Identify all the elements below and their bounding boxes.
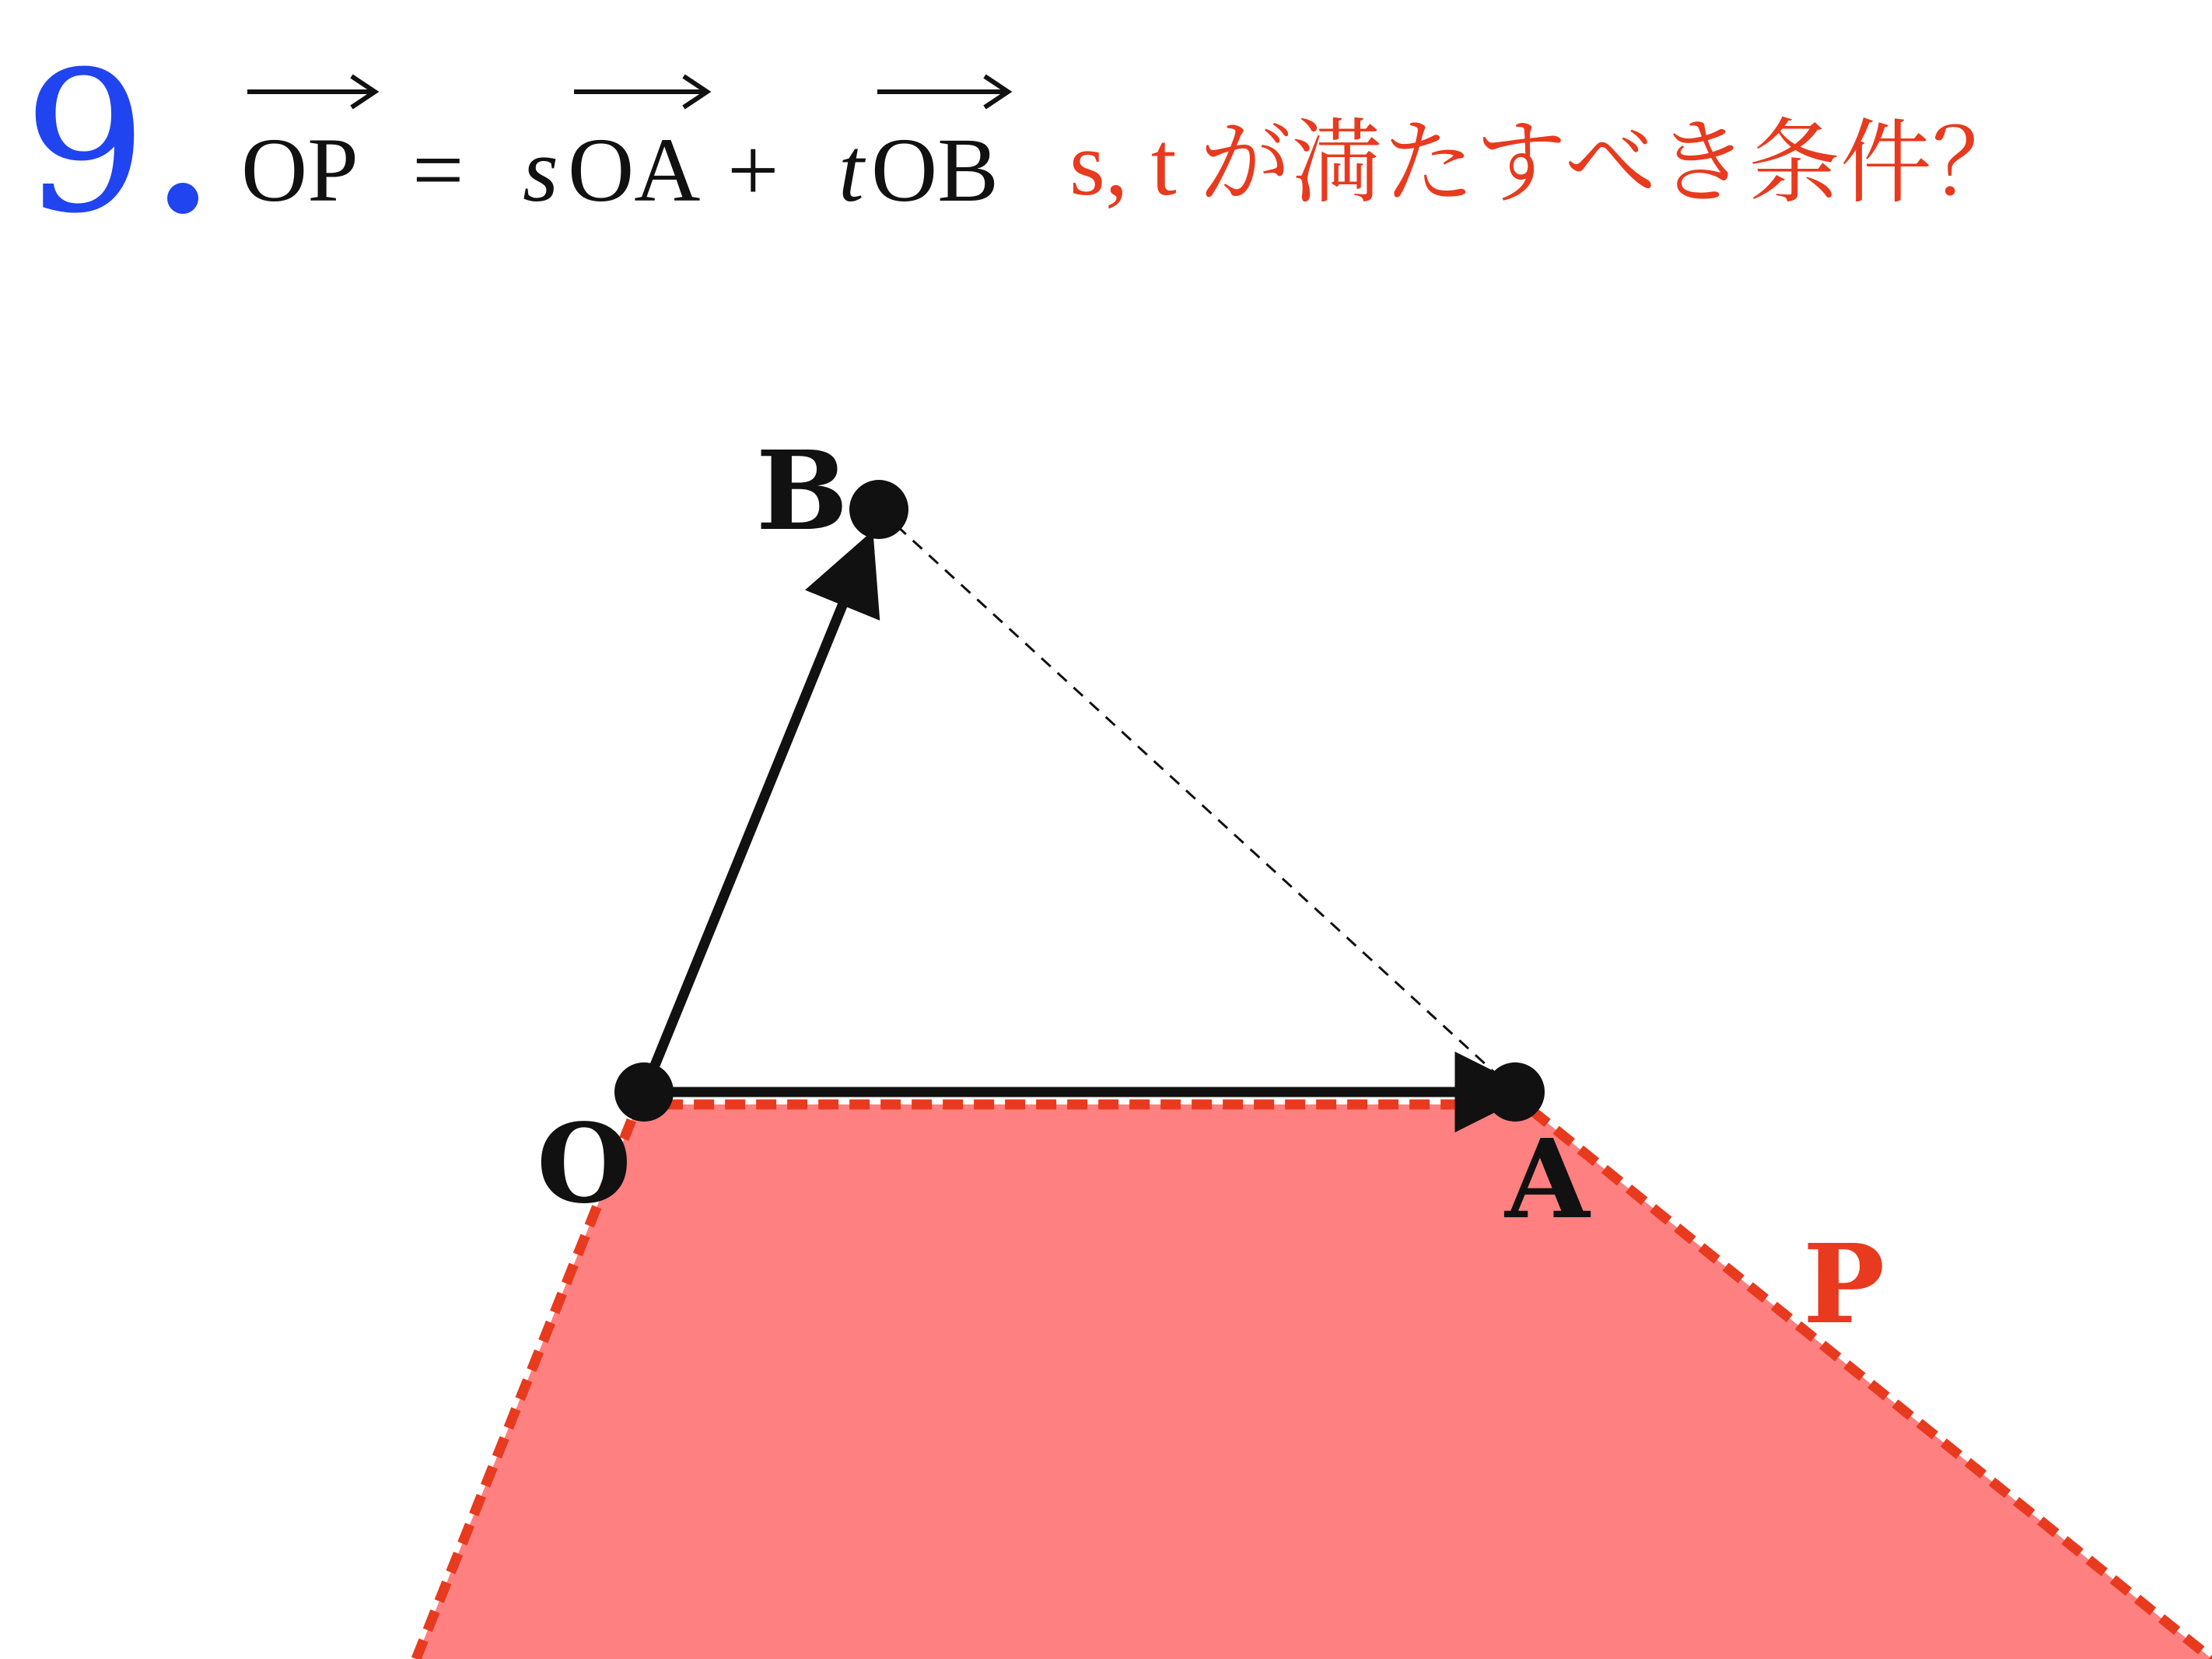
formula-vec-b: OB bbox=[871, 119, 999, 221]
question-text: s, t が満たすべき条件？ bbox=[1069, 113, 2024, 215]
label-a: A bbox=[1505, 1116, 1590, 1244]
vector-ob bbox=[644, 544, 867, 1092]
problem-number: 9 bbox=[23, 30, 148, 256]
region-p bbox=[416, 1104, 2212, 1659]
segment-ab bbox=[879, 509, 1517, 1093]
formula-equals: = bbox=[412, 119, 464, 221]
problem-number-period bbox=[167, 183, 198, 214]
formula-coef-t: t bbox=[838, 119, 864, 221]
formula-plus: + bbox=[727, 119, 779, 221]
point-b bbox=[849, 480, 908, 539]
label-o: O bbox=[537, 1101, 632, 1228]
label-p: P bbox=[1803, 1221, 1885, 1349]
formula-vec-a: OA bbox=[568, 119, 701, 221]
point-a bbox=[1486, 1062, 1545, 1122]
label-b: B bbox=[756, 428, 849, 555]
formula-coef-s: s bbox=[523, 119, 558, 221]
formula-lhs: OP bbox=[241, 119, 359, 221]
formula bbox=[241, 76, 1008, 221]
